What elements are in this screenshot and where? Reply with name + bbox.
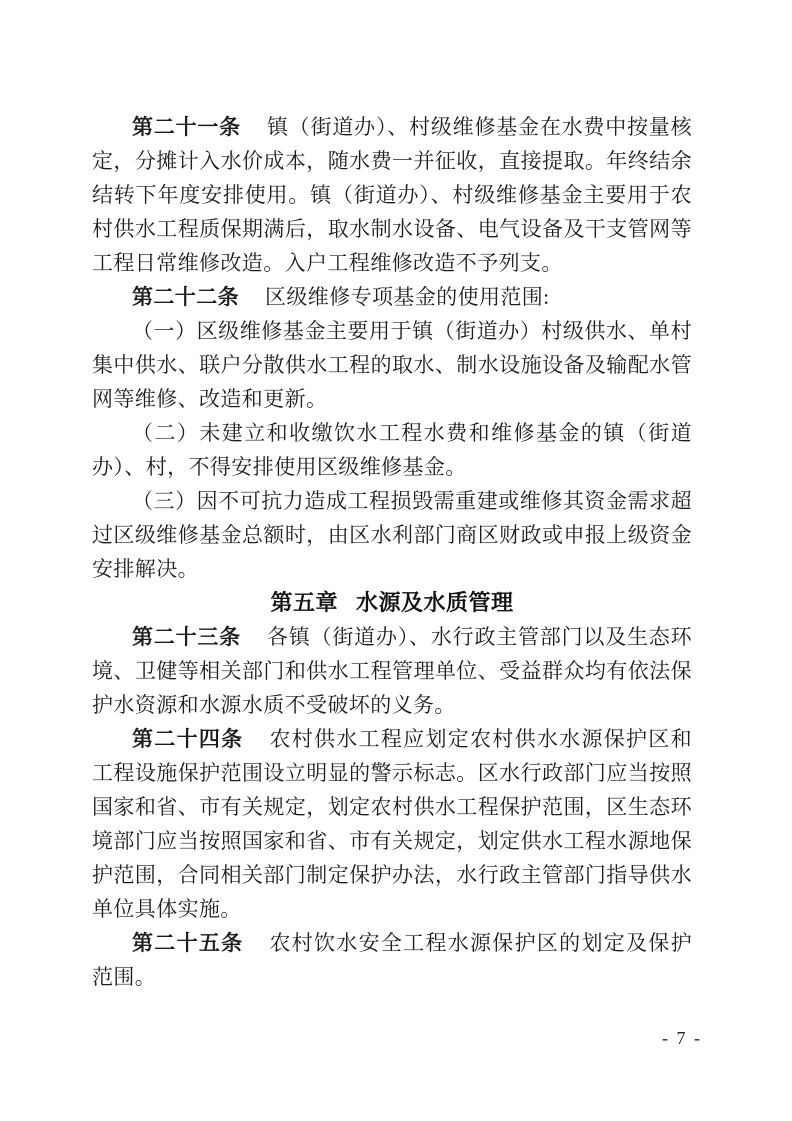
article-23-text: 各镇（街道办）、水行政主管部门以及生态环境、卫健等相关部门和供水工程管理单位、受益群众均有依法保护水资源和水源水质不受破坏的义务。	[92, 625, 693, 717]
paragraph-article-22	[92, 280, 692, 314]
item-1-text: （一）区级维修基金主要用于镇（街道办）村级供水、单村集中供水、联户分散供水工程的取水、制水设施设备及输配水管网等维修、改造和更新。	[92, 319, 692, 411]
article-23-number: 第二十三条	[132, 625, 241, 649]
article-22-text: 区级维修专项基金的使用范围:	[265, 285, 550, 309]
chapter-5-title: 水源及水质管理	[356, 590, 514, 615]
paragraph-item-1	[92, 314, 692, 416]
document-body	[92, 110, 692, 994]
paragraph-item-3	[92, 484, 692, 586]
paragraph-article-24	[92, 722, 692, 926]
paragraph-article-25	[92, 926, 692, 994]
article-21-text: 镇（街道办）、村级维修基金在水费中按量核定，分摊计入水价成本，随水费一并征收，直接提取。年终结余结转下年度安排使用。镇（街道办）、村级维修基金主要用于农村供水工程质保期满后，取水制水设备、电气设备及干支管网等工程日常维修改造。入户工程维修改造不予列支。	[92, 115, 693, 275]
article-25-text: 农村饮水安全工程水源保护区的划定及保护范围。	[92, 931, 692, 989]
item-3-text: （三）因不可抗力造成工程损毁需重建或维修其资金需求超过区级维修基金总额时，由区水利部门商区财政或申报上级资金安排解决。	[92, 489, 692, 581]
item-2-text: （二）未建立和收缴饮水工程水费和维修基金的镇（街道办）、村，不得安排使用区级维修基金。	[92, 421, 692, 479]
article-21-number: 第二十一条	[132, 115, 241, 139]
chapter-5-heading	[92, 586, 692, 620]
paragraph-item-2	[92, 416, 692, 484]
paragraph-article-23	[92, 620, 692, 722]
article-24-number: 第二十四条	[132, 727, 244, 751]
article-24-text: 农村供水工程应划定农村供水水源保护区和工程设施保护范围设立明显的警示标志。区水行政部门应当按照国家和省、市有关规定，划定农村供水工程保护范围，区生态环境部门应当按照国家和省、市有关规定，划定供水工程水源地保护范围，合同相关部门制定保护办法，水行政主管部门指导供水单位具体实施。	[92, 727, 692, 921]
paragraph-article-21	[92, 110, 692, 280]
article-22-number: 第二十二条	[132, 285, 239, 309]
article-25-number: 第二十五条	[132, 931, 244, 955]
chapter-5-number: 第五章	[270, 590, 338, 615]
page-number: - 7 -	[662, 1028, 702, 1048]
